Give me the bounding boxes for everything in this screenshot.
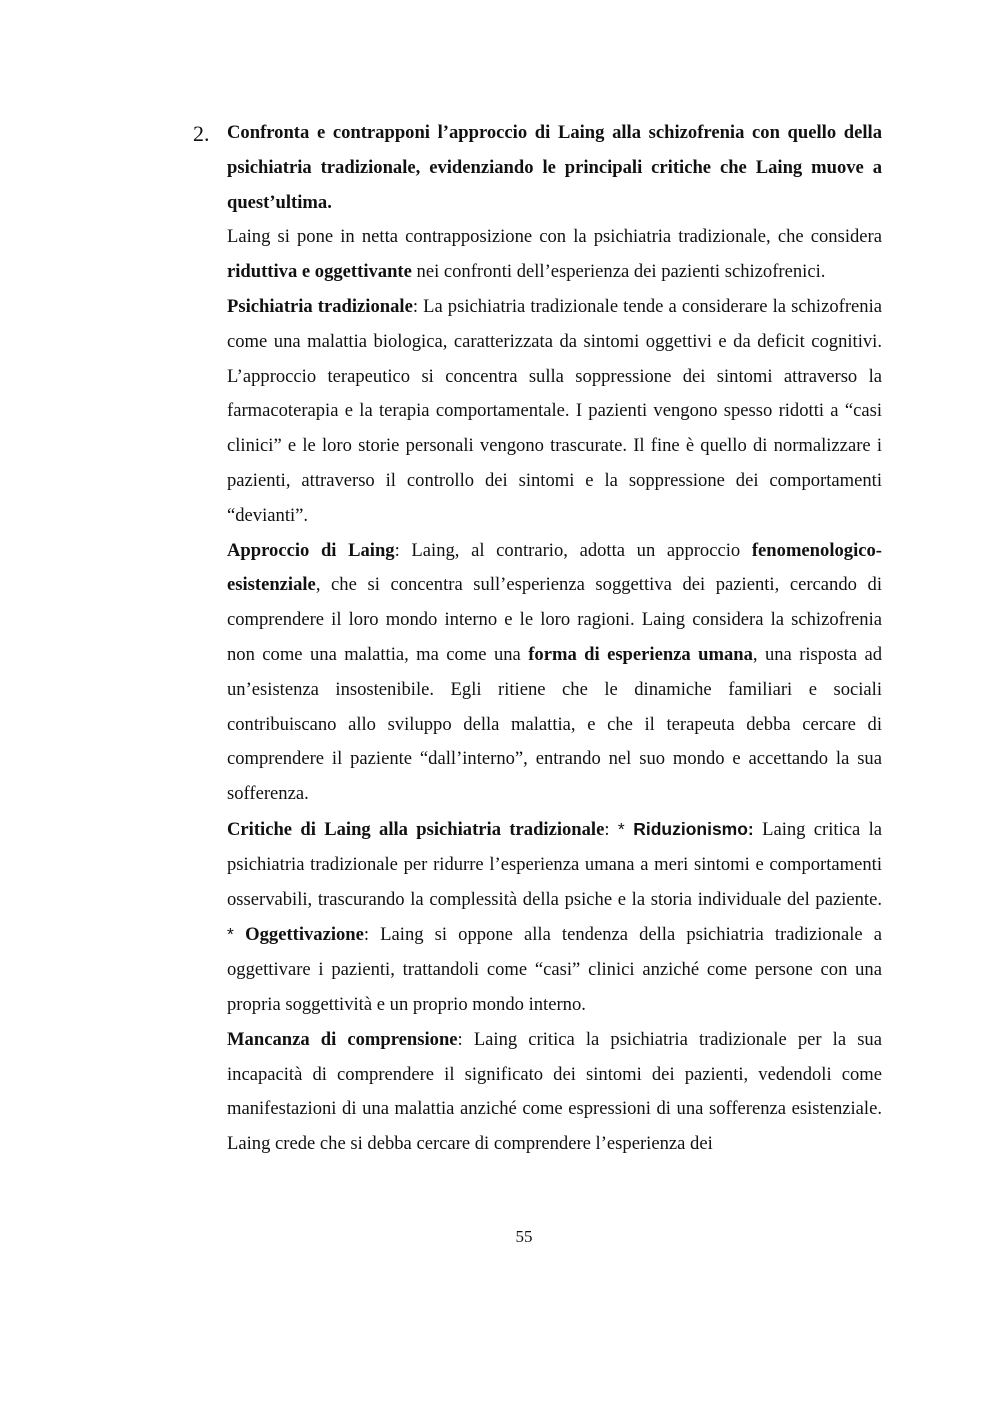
critique-objectification-label: Oggettivazione — [245, 924, 364, 946]
intro-paragraph — [227, 220, 882, 290]
question-text: Confronta e contrapponi l’approccio di Laing alla schizofrenia con quello della psichiatria tradizionale, evidenziando le principali critiche che Laing muove a quest’ultima. — [227, 122, 882, 213]
laing-emphasis-2: forma di esperienza umana — [528, 643, 753, 665]
laing-paragraph — [227, 534, 882, 812]
list-item-number: 2. — [193, 121, 210, 146]
bullet-marker-2: * — [227, 924, 246, 945]
page-number: 55 — [515, 1227, 533, 1246]
laing-heading: Approccio di Laing — [227, 539, 395, 561]
critiques-text-1: : — [604, 818, 618, 840]
traditional-heading: Psichiatria tradizionale — [227, 295, 413, 317]
laing-text-3: , una risposta ad un’esistenza insostenibile. Egli ritiene che le dinamiche familiari e sociali contribuiscano allo sviluppo della malattia, e che il terapeuta debba cercare di comprendere il paziente “dall’interno”, entrando nel suo mondo e accettando la sua sofferenza. — [227, 643, 882, 805]
critiques-text-3: : Laing si oppone alla tendenza della psichiatria tradizionale a oggettivare i pazienti, trattandoli come “casi” clinici anziché come persone con una propria soggettività e un proprio mondo interno. — [227, 924, 882, 1015]
laing-text-1: : Laing, al contrario, adotta un approccio — [394, 539, 752, 561]
understanding-heading: Mancanza di comprensione — [227, 1028, 458, 1050]
traditional-text: : La psichiatria tradizionale tende a considerare la schizofrenia come una malattia biologica, caratterizzata da sintomi oggettivi e da deficit cognitivi. L’approccio terapeutico si concentra sulla soppressione dei sintomi attraverso la farmacoterapia e la terapia comportamentale. I pazienti vengono spesso ridotti a “casi clinici” e le loro storie personali vengono trascurate. Il fine è quello di normalizzare i pazienti, attraverso il controllo dei sintomi e la soppressione dei comportamenti “devianti”. — [227, 295, 882, 526]
bullet-marker-1: * — [617, 818, 634, 839]
critiques-paragraph — [227, 812, 882, 1023]
critiques-heading: Critiche di Laing alla psichiatria tradizionale — [227, 818, 605, 840]
critiques-text-2: Laing critica la psichiatria tradizionale per ridurre l’esperienza umana a meri sintomi e comportamenti osservabili, trascurando la complessità della psiche e la storia individuale del paziente. — [227, 818, 882, 910]
critique-reductionism-label: Riduzionismo: — [633, 818, 754, 839]
laing-emphasis-1: fenomenologico-esistenziale — [227, 539, 882, 596]
traditional-paragraph — [227, 290, 882, 534]
intro-text-2: nei confronti dell’esperienza dei pazienti schizofrenici. — [411, 261, 826, 283]
understanding-text: : Laing critica la psichiatria tradizionale per la sua incapacità di comprendere il significato dei sintomi dei pazienti, vedendoli come manifestazioni di una malattia anziché come espressioni di una sofferenza esistenziale. Laing crede che si debba cercare di comprendere l’esperienza dei — [227, 1028, 882, 1155]
understanding-paragraph — [227, 1023, 882, 1162]
intro-text-1: Laing si pone in netta contrapposizione con la psichiatria tradizionale, che considera — [227, 226, 882, 248]
page-body — [227, 116, 882, 1162]
laing-text-2: , che si concentra sull’esperienza soggettiva dei pazienti, cercando di comprendere il loro mondo interno e le loro ragioni. Laing considera la schizofrenia non come una malattia, ma come una — [227, 574, 882, 665]
intro-emphasis: riduttiva e oggettivante — [227, 261, 412, 283]
